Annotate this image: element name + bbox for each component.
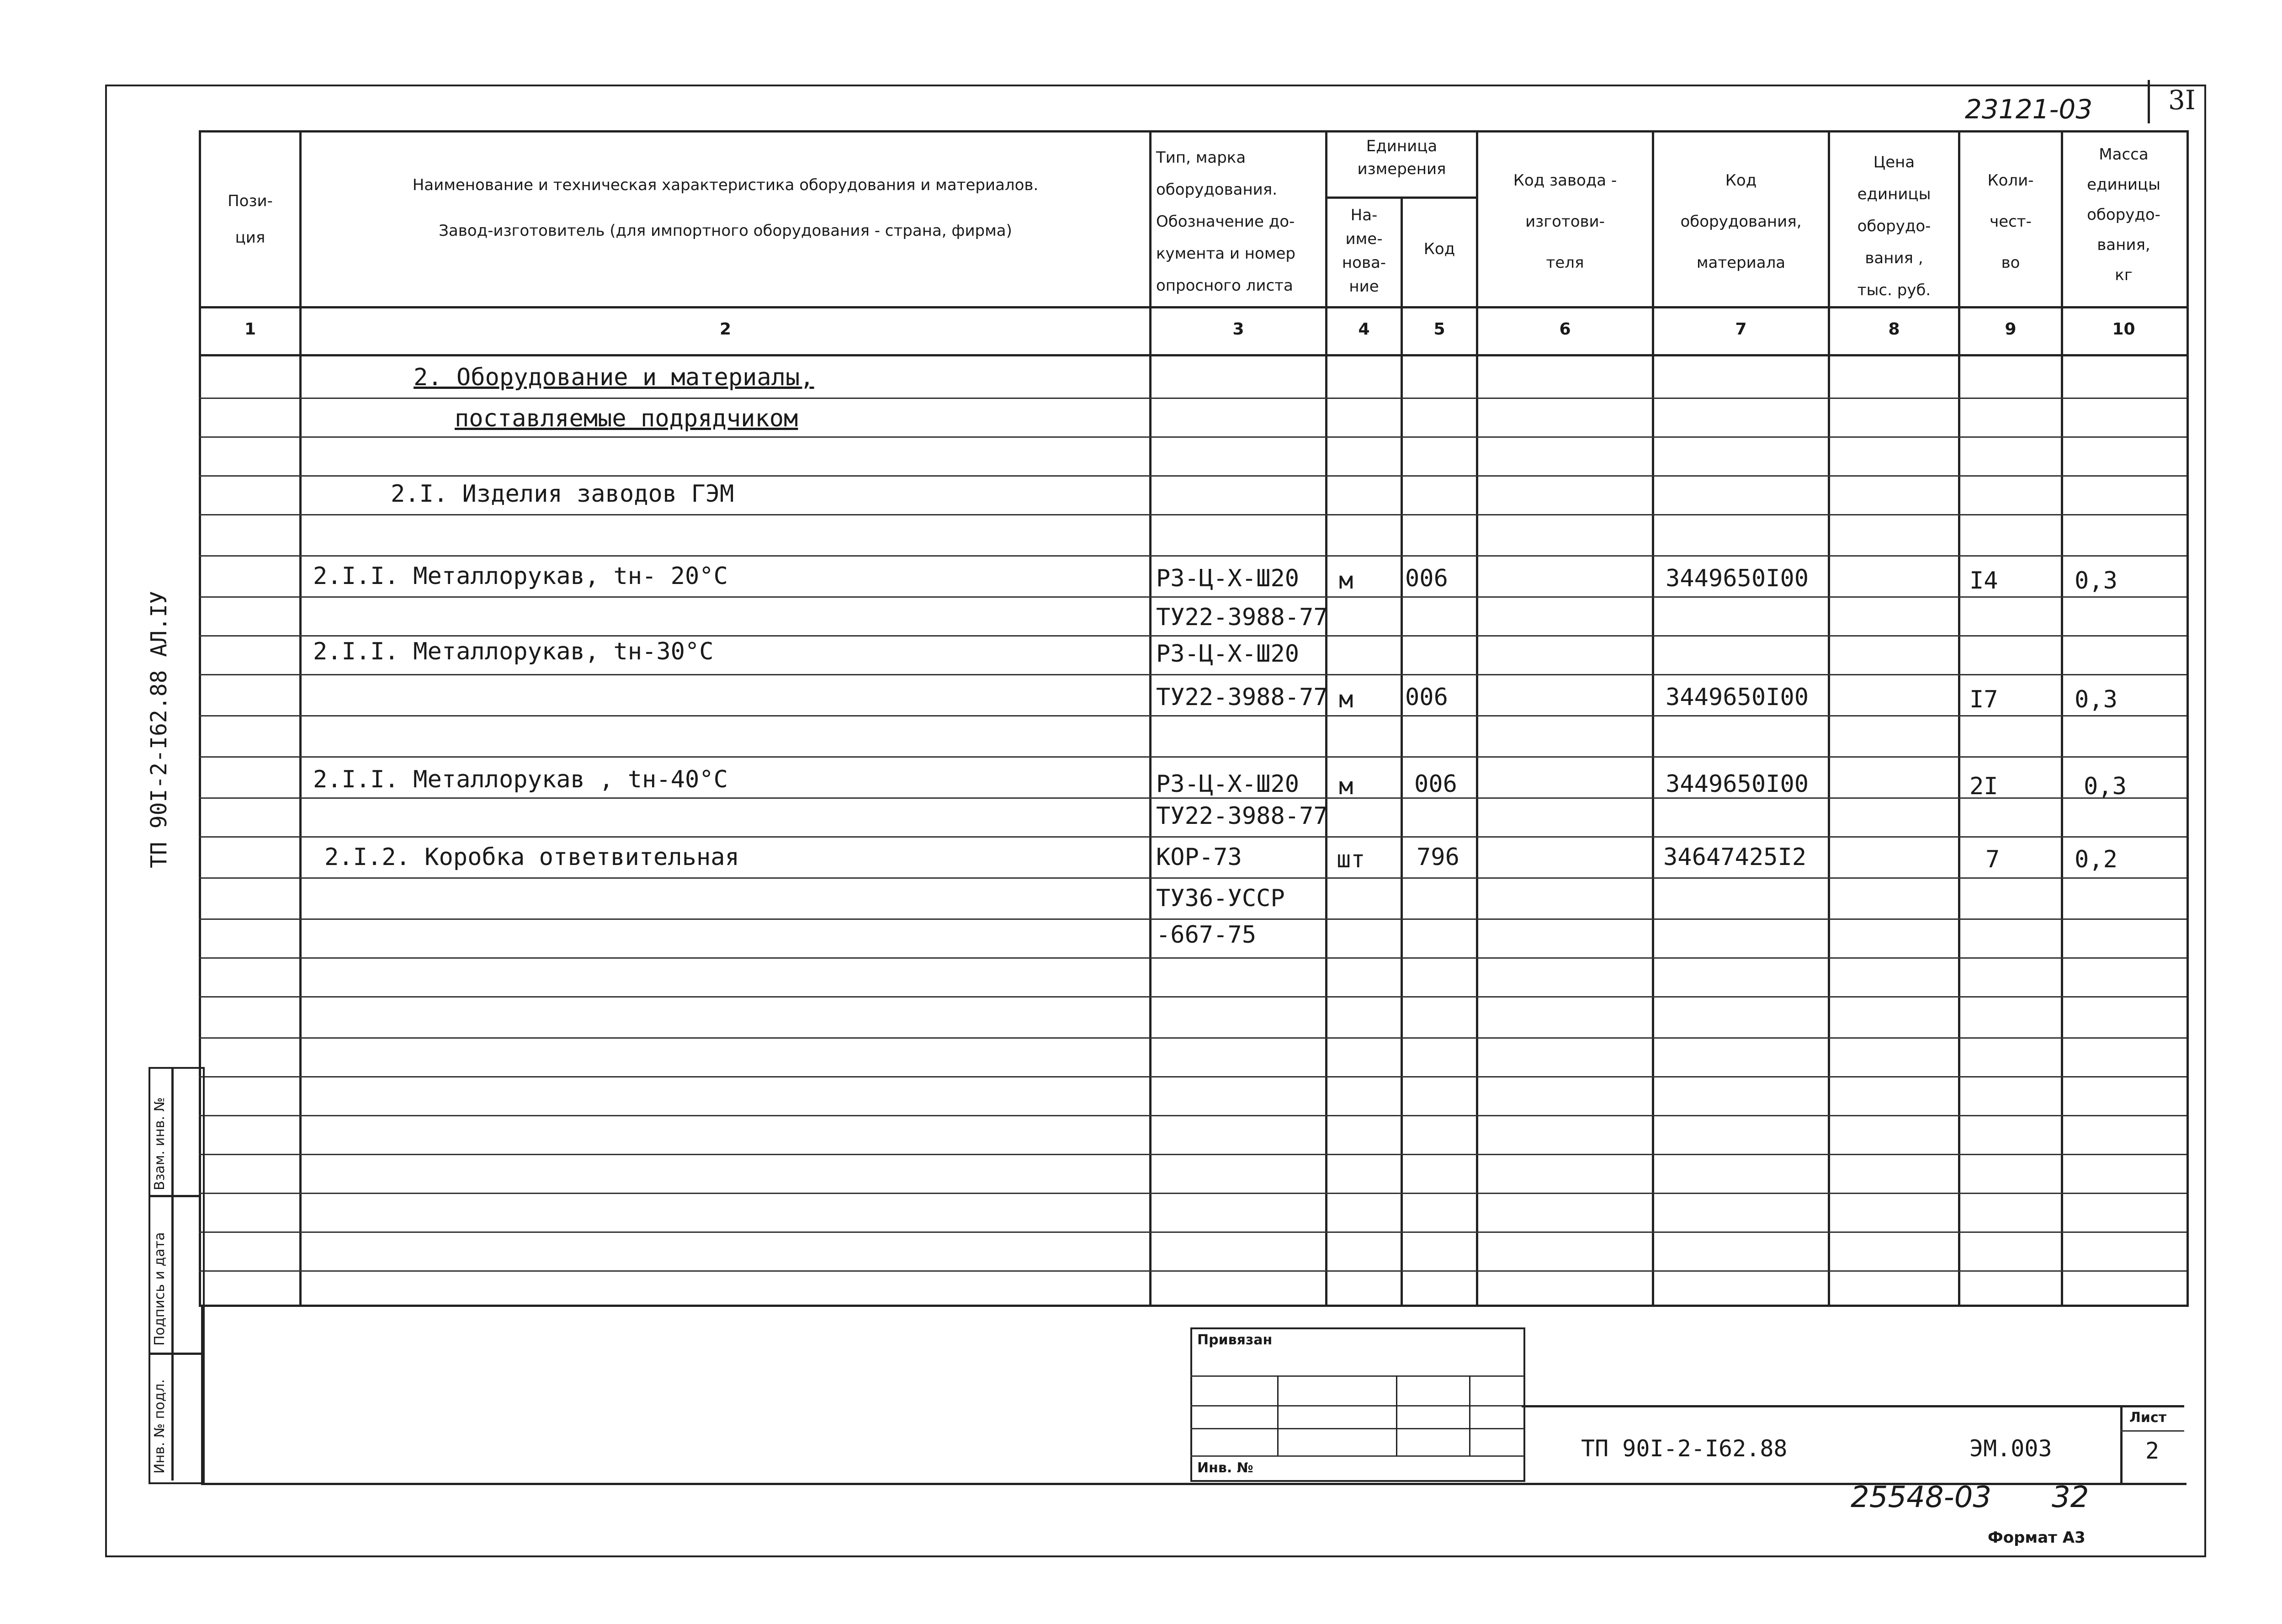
item2-type: РЗ-Ц-Х-Ш20	[1156, 640, 1300, 668]
item3-type: РЗ-Ц-Х-Ш20	[1156, 770, 1300, 798]
header-unit-group: Единица измерения	[1357, 137, 1446, 178]
colnum-1: 1	[244, 320, 256, 339]
header-plant-code: Код завода - изготови- теля	[1513, 171, 1617, 272]
item3-equipment-code: 3449650I00	[1666, 770, 1809, 798]
item1-equipment-code: 3449650I00	[1666, 565, 1809, 592]
item4-mass: 0,2	[2075, 846, 2117, 873]
doc-code: ТП 90I-2-I62.88	[1581, 1435, 1788, 1462]
item3-unit: м	[1339, 773, 1353, 800]
header-unit-code: Код	[1423, 240, 1455, 258]
privyazan-box	[1190, 1327, 1525, 1482]
colnum-8: 8	[1888, 320, 1900, 339]
format-label: Формат A3	[1988, 1528, 2086, 1547]
list-label: Лист	[2129, 1410, 2167, 1426]
item2-name: 2.I.I. Металлорукав, tн-30°С	[313, 638, 714, 665]
item2-quantity: I7	[1969, 686, 1998, 713]
side-title: ТП 90I-2-I62.88 АЛ.IУ	[146, 591, 172, 868]
colnum-5: 5	[1433, 320, 1445, 339]
inv-no-label: Инв. №	[1197, 1460, 1253, 1476]
item2-mass: 0,3	[2075, 686, 2117, 713]
header-name-line2: Завод-изготовитель (для импортного оборудования - страна, фирма)	[439, 222, 1012, 240]
item1-unit-code: 006	[1405, 565, 1448, 592]
item2-equipment-code: 3449650I00	[1666, 684, 1809, 711]
section-title-line1: 2. Оборудование и материалы,	[414, 364, 814, 391]
page-corner-number: 3I	[2168, 85, 2196, 116]
colnum-7: 7	[1735, 320, 1747, 339]
colnum-6: 6	[1559, 320, 1571, 339]
item2-unit: м	[1339, 686, 1353, 713]
item3-doc: ТУ22-3988-77	[1156, 802, 1328, 830]
stamp-inv-podl: Инв. № подл.	[152, 1379, 168, 1474]
colnum-10: 10	[2112, 320, 2135, 339]
colnum-3: 3	[1232, 320, 1244, 339]
item4-unit-code: 796	[1417, 844, 1459, 871]
item2-unit-code: 006	[1405, 684, 1448, 711]
stamp-inv-vzam: Взам. инв. №	[152, 1097, 168, 1190]
item3-name: 2.I.I. Металлорукав , tн-40°С	[313, 766, 728, 793]
list-number: 2	[2145, 1438, 2160, 1464]
item2-doc: ТУ22-3988-77	[1156, 684, 1328, 711]
header-unit-price: Цена единицы оборудо- вания , тыс. руб.	[1857, 153, 1931, 299]
item4-name: 2.I.2. Коробка ответвительная	[324, 844, 739, 871]
header-unit-name: На- име- нова- ние	[1342, 206, 1386, 296]
item1-unit: м	[1339, 567, 1353, 594]
colnum-4: 4	[1358, 320, 1370, 339]
item1-mass: 0,3	[2075, 567, 2117, 594]
privyazan-label: Привязан	[1197, 1332, 1273, 1348]
header-equipment-code: Код оборудования, материала	[1680, 171, 1802, 272]
header-type: Тип, марка оборудования. Обозначение до- кумента и номер опросного листа	[1156, 149, 1295, 295]
colnum-9: 9	[2005, 320, 2017, 339]
bottom-handwritten-number: 25548-03	[1851, 1481, 1992, 1514]
item3-unit-code: 006	[1414, 770, 1457, 798]
item1-quantity: I4	[1969, 567, 1998, 594]
item4-quantity: 7	[1985, 846, 2000, 873]
item4-unit: шт	[1337, 846, 1365, 873]
bottom-page-number: 32	[2052, 1481, 2089, 1514]
item4-doc-line1: ТУ36-УССР	[1156, 885, 1285, 912]
header-mass: Масса единицы оборудо- вания, кг	[2087, 145, 2160, 284]
item1-name: 2.I.I. Металлорукав, tн- 20°С	[313, 563, 728, 590]
subsection-title: 2.I. Изделия заводов ГЭМ	[391, 480, 734, 508]
item4-doc-line2: -667-75	[1156, 921, 1257, 949]
section-title-line2: поставляемые подрядчиком	[455, 405, 798, 432]
header-name-line1: Наименование и техническая характеристика оборудования и материалов.	[412, 176, 1039, 194]
sheet-code: ЭМ.003	[1969, 1435, 2052, 1462]
item1-doc: ТУ22-3988-77	[1156, 604, 1328, 631]
handwritten-top-number: 23121-03	[1965, 94, 2093, 125]
header-quantity: Коли- чест- во	[1987, 171, 2034, 272]
item3-mass: 0,3	[2084, 773, 2127, 800]
item4-equipment-code: 34647425I2	[1663, 844, 1807, 871]
item1-type: РЗ-Ц-Х-Ш20	[1156, 565, 1300, 592]
colnum-2: 2	[719, 320, 732, 339]
stamp-sign-date: Подпись и дата	[152, 1232, 168, 1346]
header-position: Пози- ция	[228, 192, 273, 247]
item4-type: КОР-73	[1156, 844, 1242, 871]
item3-quantity: 2I	[1969, 773, 1998, 800]
